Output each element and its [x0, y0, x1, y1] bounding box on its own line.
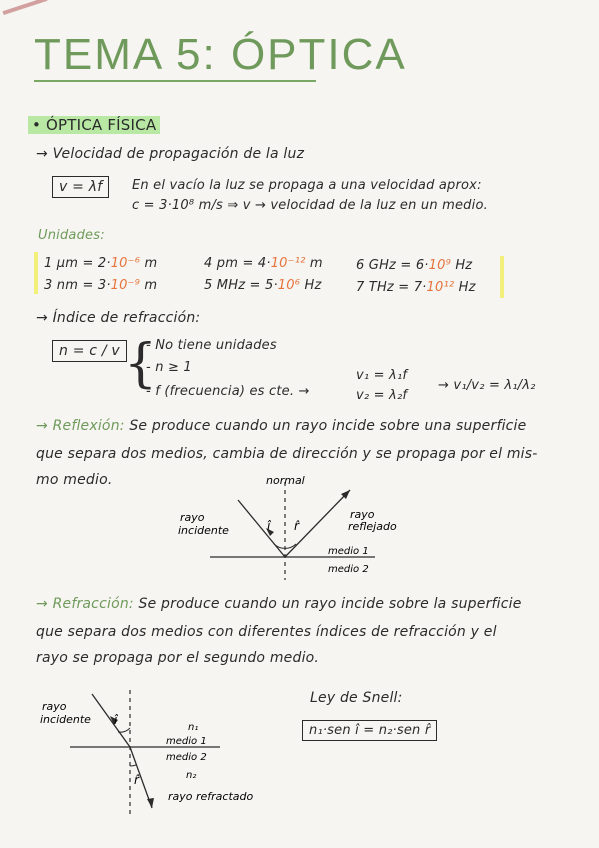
- velocity-line2: c = 3·10⁸ m/s ⇒ v → velocidad de la luz en un medio.: [132, 198, 488, 213]
- unit-nm: [44, 278, 157, 293]
- reflection-diagram: [170, 470, 430, 590]
- unit-nm-base: 3 nm = 3·: [44, 278, 111, 293]
- unit-pm: [204, 256, 323, 271]
- reflection-text3: mo medio.: [36, 472, 113, 488]
- unit-mhz: [204, 278, 321, 293]
- index-bullet-1: - No tiene unidades: [146, 338, 277, 353]
- index-bullet-3: - f (frecuencia) es cte. →: [146, 384, 310, 399]
- reflection-reflected-label2: reflejado: [348, 520, 397, 533]
- unit-pm-base: 4 pm = 4·: [204, 256, 271, 271]
- refraction-text1: Se produce cuando un rayo incide sobre la superficie: [138, 596, 522, 612]
- refraction-angle-r: r̂: [134, 773, 139, 787]
- section-label: • ÓPTICA FÍSICA: [28, 116, 160, 134]
- refraction-label: → Refracción:: [36, 596, 134, 612]
- page-title: TEMA 5: ÓPTICA: [34, 30, 407, 79]
- reflection-angle-i: î: [267, 519, 271, 533]
- reflection-text1: Se produce cuando un rayo incide sobre una superficie: [129, 418, 527, 434]
- index-brace: {: [124, 334, 158, 394]
- unit-thz-power: 10¹²: [426, 280, 455, 295]
- units-right-bar: [500, 256, 504, 298]
- refraction-line1: [36, 596, 522, 612]
- index-v2: v₂ = λ₂f: [356, 388, 408, 403]
- index-ratio: → v₁/v₂ = λ₁/λ₂: [438, 378, 536, 393]
- refraction-n1: n₁: [188, 722, 199, 733]
- unit-ghz-unit: Hz: [451, 258, 473, 273]
- reflection-label: → Reflexión:: [36, 418, 125, 434]
- reflection-normal-label: normal: [266, 474, 305, 487]
- units-left-bar: [34, 252, 38, 294]
- reflection-reflected-label: rayo: [350, 508, 375, 521]
- reflection-medium2: medio 2: [328, 564, 369, 575]
- reflection-text2: que separa dos medios, cambia de dirección y se propaga por el mis-: [36, 446, 538, 462]
- index-v1: v₁ = λ₁f: [356, 368, 408, 383]
- unit-ghz-base: 6 GHz = 6·: [356, 258, 429, 273]
- unit-nm-unit: m: [140, 278, 158, 293]
- unit-mhz-power: 10⁶: [277, 278, 301, 293]
- index-heading: → Índice de refracción:: [36, 310, 201, 326]
- snell-formula: n₁·sen î = n₂·sen r̂: [302, 720, 437, 741]
- snell-title: Ley de Snell:: [310, 690, 403, 706]
- pencil-mark: [3, 0, 48, 15]
- velocity-line1: En el vacío la luz se propaga a una velocidad aprox:: [132, 178, 482, 193]
- unit-thz-base: 7 THz = 7·: [356, 280, 427, 295]
- units-label: Unidades:: [38, 228, 105, 243]
- section-heading: [28, 116, 160, 134]
- refraction-refracted-arrow: [147, 798, 154, 808]
- unit-um: [44, 256, 157, 271]
- unit-thz: [356, 280, 476, 295]
- index-bullet-2: - n ≥ 1: [146, 360, 192, 375]
- refraction-diagram: [30, 680, 290, 820]
- unit-pm-power: 10⁻¹²: [270, 256, 306, 271]
- unit-um-base: 1 µm = 2·: [44, 256, 111, 271]
- index-formula: n = c / v: [52, 340, 127, 362]
- reflection-medium1: medio 1: [328, 546, 369, 557]
- refraction-medium1: medio 1: [166, 736, 207, 747]
- title-underline: [34, 80, 316, 82]
- unit-mhz-unit: Hz: [300, 278, 322, 293]
- refraction-angle-arc-i: [118, 728, 130, 732]
- unit-thz-unit: Hz: [454, 280, 476, 295]
- refraction-angle-i: î: [114, 713, 118, 727]
- refraction-text3: rayo se propaga por el segundo medio.: [36, 650, 320, 666]
- unit-ghz: [356, 258, 472, 273]
- reflection-line1: [36, 418, 526, 434]
- reflection-incident-label: rayo: [180, 511, 205, 524]
- reflection-incident-label2: incidente: [178, 524, 229, 537]
- velocity-formula: v = λf: [52, 176, 109, 198]
- refraction-n2: n₂: [186, 770, 197, 781]
- unit-pm-unit: m: [305, 256, 323, 271]
- reflection-incident-ray: [238, 500, 285, 557]
- refraction-angle-arc-r: [130, 765, 136, 766]
- refraction-incident-ray: [92, 694, 130, 747]
- unit-nm-power: 10⁻⁹: [110, 278, 141, 293]
- refraction-refracted-label: rayo refractado: [168, 790, 254, 803]
- refraction-incident-label2: incidente: [40, 713, 91, 726]
- unit-mhz-base: 5 MHz = 5·: [204, 278, 278, 293]
- velocity-heading: → Velocidad de propagación de la luz: [36, 146, 305, 162]
- refraction-text2: que separa dos medios con diferentes índices de refracción y el: [36, 624, 497, 640]
- unit-ghz-power: 10⁹: [428, 258, 451, 273]
- unit-um-unit: m: [140, 256, 158, 271]
- refraction-incident-label: rayo: [42, 700, 67, 713]
- unit-um-power: 10⁻⁶: [110, 256, 141, 271]
- reflection-angle-r: r̂: [294, 519, 299, 533]
- refraction-medium2: medio 2: [166, 752, 207, 763]
